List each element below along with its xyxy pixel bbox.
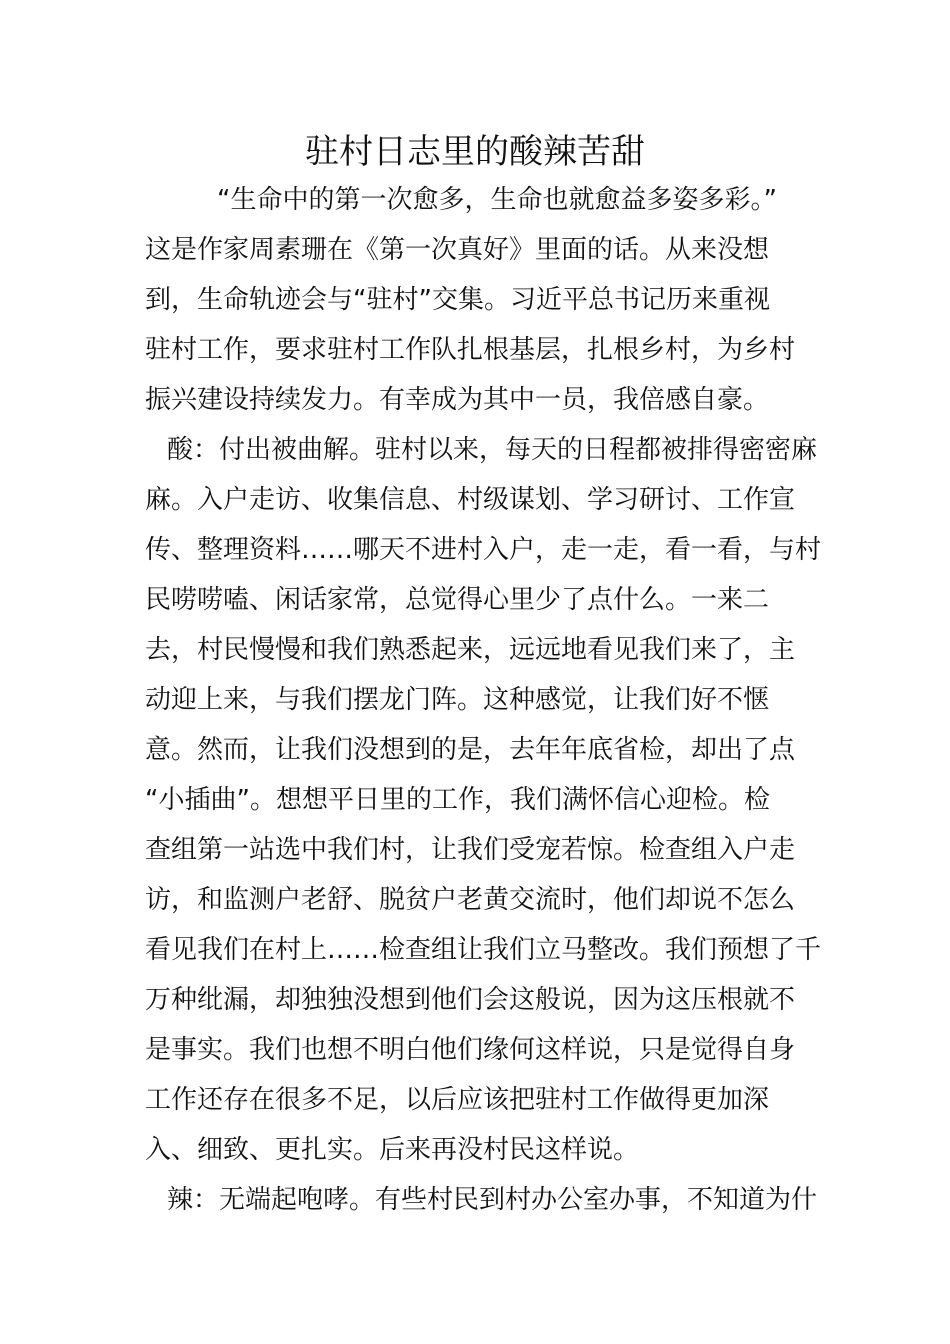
paragraph-line: 驻村工作，要求驻村工作队扎根基层，扎根乡村，为乡村 <box>145 335 796 365</box>
paragraph-line: 辣：无端起咆哮。有些村民到村办公室办事，不知道为什 <box>167 1185 818 1215</box>
paragraph-line: 查组第一站选中我们村，让我们受宠若惊。检查组入户走 <box>145 835 796 865</box>
paragraph-line: 意。然而，让我们没想到的是，去年年底省检，却出了点 <box>145 735 796 765</box>
document-body <box>145 175 822 1225</box>
paragraph-line: 酸：付出被曲解。驻村以来，每天的日程都被排得密密麻 <box>167 435 818 465</box>
paragraph-line: “生命中的第一次愈多，生命也就愈益多姿多彩。” <box>217 185 777 215</box>
paragraph-line: 看见我们在村上……检查组让我们立马整改。我们预想了千 <box>145 935 822 965</box>
paragraph-line: 访，和监测户老舒、脱贫户老黄交流时，他们却说不怎么 <box>145 885 796 915</box>
paragraph-line: 麻。入户走访、收集信息、村级谋划、学习研讨、工作宣 <box>145 485 796 515</box>
paragraph-line: 入、细致、更扎实。后来再没村民这样说。 <box>145 1135 640 1165</box>
paragraph-line: 动迎上来，与我们摆龙门阵。这种感觉，让我们好不惬 <box>145 685 770 715</box>
paragraph-line: 传、整理资料……哪天不进村入户，走一走，看一看，与村 <box>145 535 822 565</box>
page-title: 驻村日志里的酸辣苦甜 <box>305 132 645 172</box>
paragraph-line: 工作还存在很多不足，以后应该把驻村工作做得更加深 <box>145 1085 770 1115</box>
paragraph-line: 这是作家周素珊在《第一次真好》里面的话。从来没想 <box>145 235 770 265</box>
paragraph-line: 万种纰漏，却独独没想到他们会这般说，因为这压根就不 <box>145 985 796 1015</box>
paragraph-line: 振兴建设持续发力。有幸成为其中一员，我倍感自豪。 <box>145 385 770 415</box>
paragraph-line: 民唠唠嗑、闲话家常，总觉得心里少了点什么。一来二 <box>145 585 770 615</box>
paragraph-line: 到，生命轨迹会与“驻村”交集。习近平总书记历来重视 <box>145 285 770 315</box>
paragraph-line: “小插曲”。想想平日里的工作，我们满怀信心迎检。检 <box>145 785 770 815</box>
paragraph-line: 是事实。我们也想不明白他们缘何这样说，只是觉得自身 <box>145 1035 796 1065</box>
paragraph-line: 去，村民慢慢和我们熟悉起来，远远地看见我们来了，主 <box>145 635 796 665</box>
